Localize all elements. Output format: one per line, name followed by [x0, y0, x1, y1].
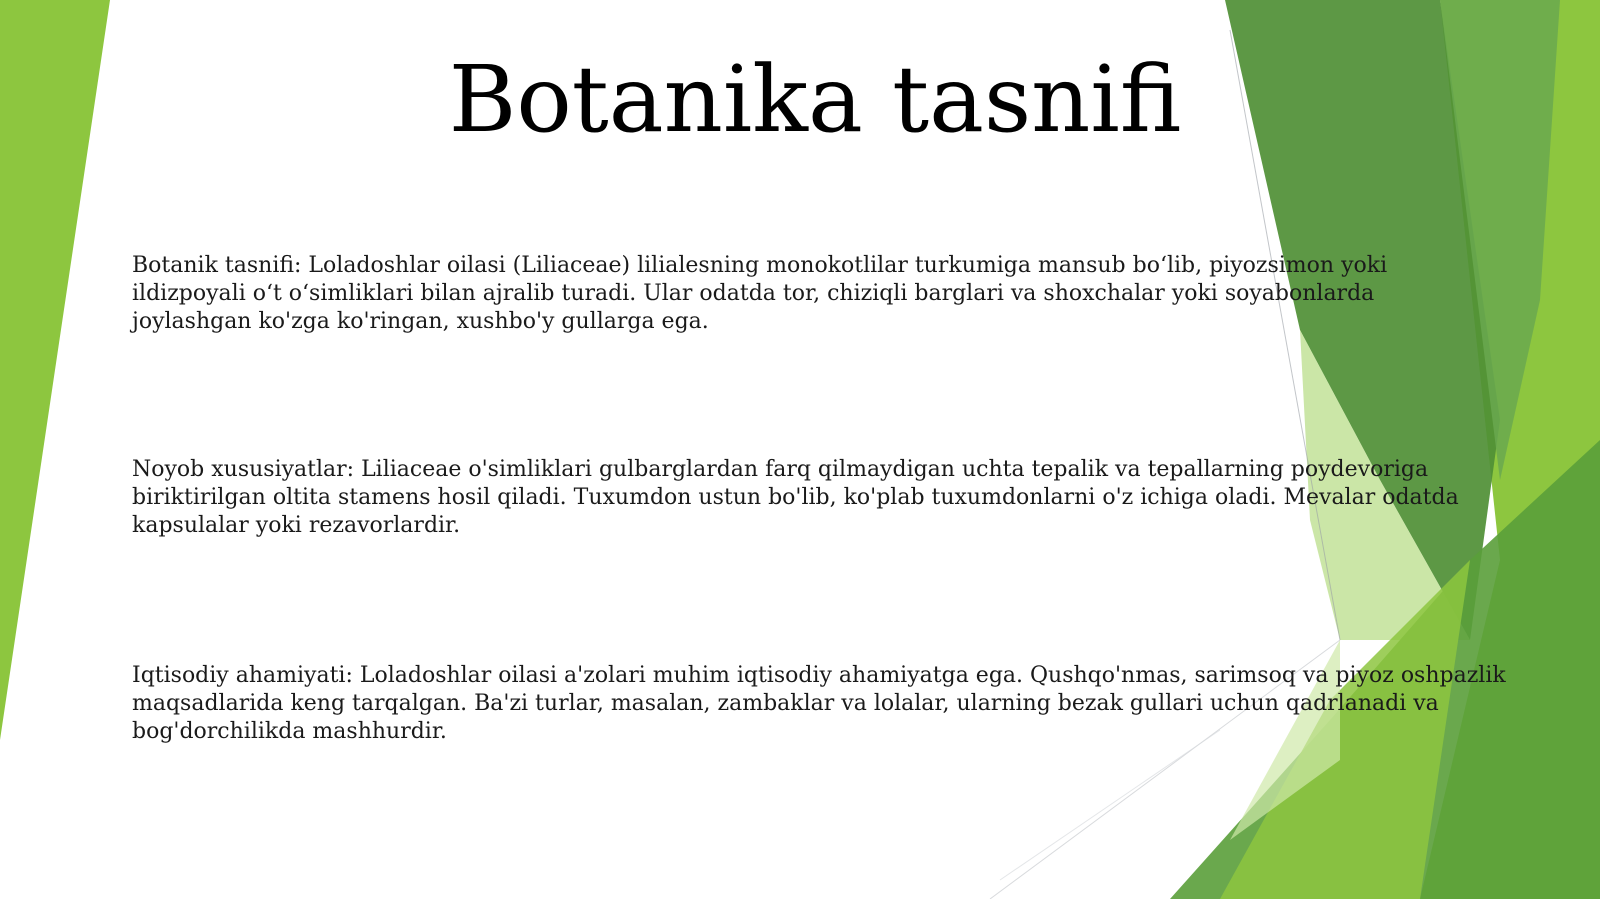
paragraph-botanical-classification: Botanik tasnifi: Loladoshlar oilasi (Liliaceae) lilialesning monokotlilar turkumiga mansub bo‘lib, piyozsimon yoki ildizpoyali o‘t o‘simliklari bilan ajralib turadi. Ular odatda tor, chiziqli barglari va shoxchalar yoki soyabonlarda joylashgan ko'zga ko'ringan, xushbo'y gullarga ega. — [132, 253, 1388, 334]
paragraph-unique-features: Noyob xususiyatlar: Liliaceae o'simliklari gulbarglardan farq qilmaydigan uchta tepalik va tepallarning poydevoriga biriktirilgan oltita stamens hosil qiladi. Tuxumdon ustun bo'lib, ko'plab tuxumdonlarni o'z ichiga oladi. Mevalar odatda kapsulalar yoki rezavorlardir. — [132, 457, 1459, 538]
facet-line-3 — [1000, 730, 1220, 880]
left-green-band — [0, 0, 110, 740]
slide-title: Botanika tasnifi — [448, 46, 1182, 153]
paragraph-economic-importance: Iqtisodiy ahamiyati: Loladoshlar oilasi a'zolari muhim iqtisodiy ahamiyatga ega. Qushqo'nmas, sarimsoq va piyoz oshpazlik maqsadlarida keng tarqalgan. Ba'zi turlar, masalan, zambaklar va lolalar, ularning bezak gullari uchun qadrlanadi va bog'dorchilikda mashhurdir. — [132, 663, 1506, 744]
